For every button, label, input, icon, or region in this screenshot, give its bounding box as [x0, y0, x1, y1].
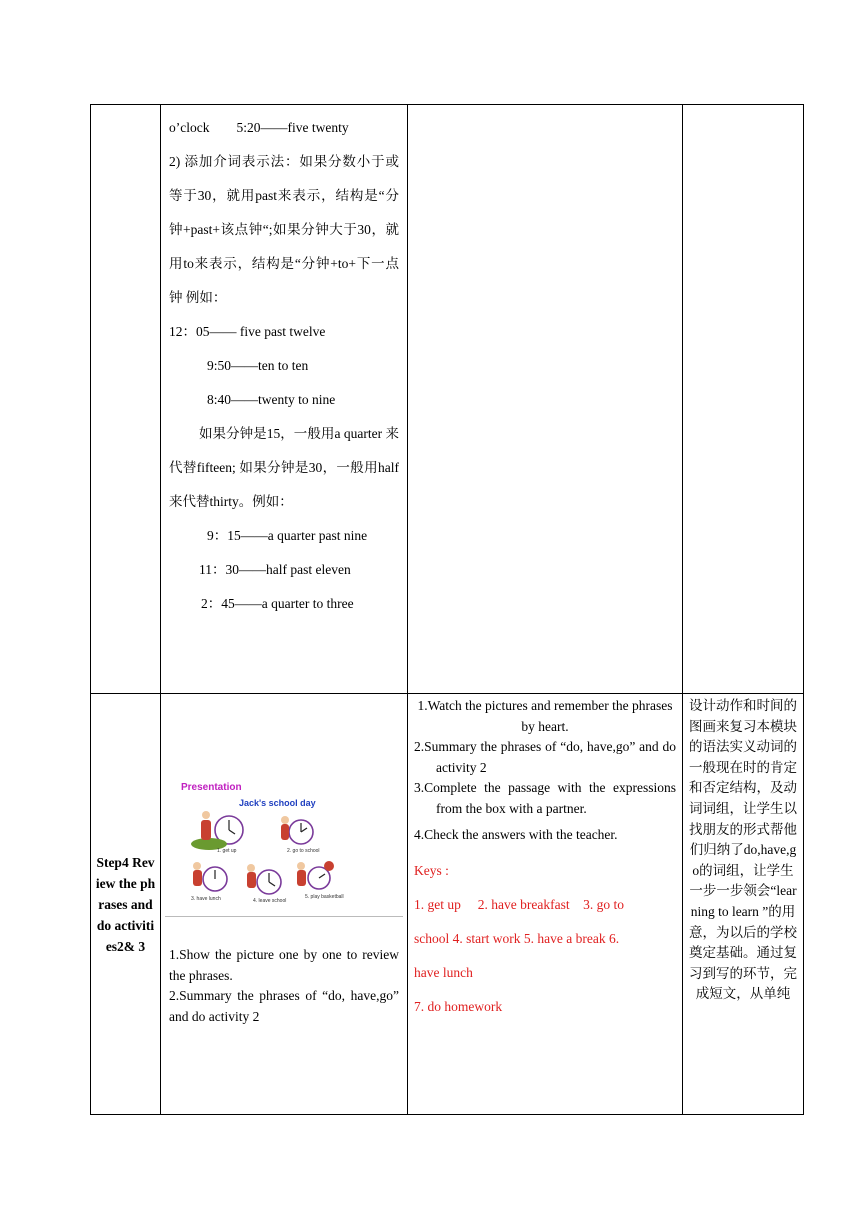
picture-caption-4: 4. leave school	[253, 898, 287, 904]
keys-line-3: have lunch	[414, 964, 473, 980]
keys-line-2: school 4. start work 5. have a break 6.	[414, 930, 620, 946]
time-line-1: o’clock 5:20——five twenty	[169, 120, 349, 135]
picture-caption-5: 5. play basketball	[305, 894, 344, 900]
quarter-rule-text: 如果分钟是15，一般用a quarter 来代替fifteen; 如果分钟是30，一般用half来代替thirty。例如：	[169, 426, 399, 509]
answer-keys	[414, 854, 676, 1024]
student-step-2: 2.Summary the phrases of “do, have,go” and do activity 2	[414, 739, 676, 775]
keys-label: Keys :	[414, 862, 449, 878]
design-intent-cell	[683, 694, 804, 1115]
teacher-activity-cell	[161, 694, 408, 1115]
teacher-step-2: 2.Summary the phrases of “do, have,go” and do activity 2	[169, 988, 399, 1024]
student-step-4: 4.Check the answers with the teacher.	[414, 827, 618, 842]
picture-caption-2: 2. go to school	[287, 848, 320, 854]
row1-student-cell	[408, 105, 683, 694]
keys-line-4: 7. do homework	[414, 998, 503, 1014]
lesson-table	[90, 104, 804, 1115]
row1-content-cell	[161, 105, 408, 694]
presentation-picture	[169, 782, 401, 906]
student-step-1: 1.Watch the pictures and remember the phrases by heart.	[417, 698, 673, 734]
time-rule-text: 2) 添加介词表示法：如果分数小于或等于30，就用past来表示，结构是“分钟+past+该点钟“;如果分钟大于30，就用to来表示，结构是“分钟+to+下一点钟 例如：	[169, 154, 399, 305]
step-label: Step4 Review the phrases and do activities2& 3	[91, 694, 161, 1115]
time-example-1: 12：05—— five past twelve	[169, 324, 326, 339]
student-step-3: 3.Complete the passage with the expressions from the box with a partner.	[414, 780, 676, 816]
design-intent-text: 设计动作和时间的图画来复习本模块的语法实义动词的一般现在时的肯定和否定结构，及动词词组，让学生以找朋友的形式帮他们归纳了do,have,go的词组，让学生一步一步领会“learning to learn ”的用意，为以后的学校奠定基础。通过复习到写的环节，完成短文，从单纯	[689, 698, 797, 1002]
picture-title: Presentation	[181, 782, 242, 793]
picture-caption-1: 1. get up	[217, 848, 237, 854]
time-example-3: 8:40——twenty to nine	[207, 392, 336, 407]
picture-subtitle: Jack's school day	[239, 798, 316, 808]
teacher-steps	[161, 917, 407, 1027]
row1-step-cell	[91, 105, 161, 694]
picture-caption-3: 3. have lunch	[191, 896, 221, 902]
time-example-6: 2：45——a quarter to three	[201, 596, 354, 611]
time-example-2: 9:50——ten to ten	[207, 358, 309, 373]
keys-line-1: 1. get up 2. have breakfast 3. go to	[414, 896, 624, 912]
time-example-4: 9：15——a quarter past nine	[207, 528, 368, 543]
teacher-step-1: 1.Show the picture one by one to review the phrases.	[169, 947, 399, 983]
row1-design-cell	[683, 105, 804, 694]
clock-figures-icon	[169, 782, 385, 906]
student-activity-cell	[408, 694, 683, 1115]
time-example-5: 11：30——half past eleven	[199, 562, 351, 577]
